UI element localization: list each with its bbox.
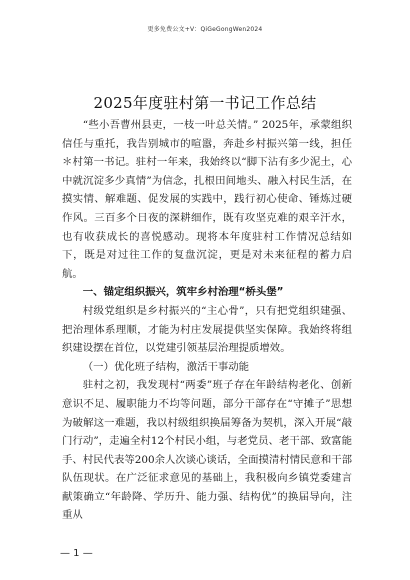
document-title: 2025年度驻村第一书记工作总结 — [93, 94, 317, 112]
subsection-heading-1: （一）优化班子结构，激活干事动能 — [82, 360, 250, 373]
subsection-1-paragraph: 驻村之初，我发现村“两委”班子存在年龄结构老化、创新意识不足、履职能力不均等问题，部分干部存在“守摊子”思想为破解这一难题，我以村级组织换届筹备为契机，深入开展“敲门行动”，走遍全村12个村民小组，与老党员、老干部、致富能手、村民代表等200余人次谈心谈话，全面摸清村情民意和干部队伍现状。在广泛征求意见的基础上，我积极向乡镇党委建言献策确立“年龄降、学历升、能力强、结构优”的换届导向，注重从 — [62, 379, 352, 522]
page-number: — 1 — — [60, 548, 93, 559]
section-1-paragraph: 村级党组织是乡村振兴的“主心骨”，只有把党组织建强、把治理体系理顺，才能为村庄发展提供坚实保障。我始终将组织建设摆在首位，以党建引领基层治理提质增效。 — [62, 304, 352, 355]
document-body — [62, 116, 352, 525]
header-note: 更多免费公文+V：QiGeGongWen2024 — [147, 26, 263, 33]
section-heading-1: 一、锚定组织振兴，筑牢乡村治理“桥头堡” — [82, 286, 284, 299]
intro-paragraph: “些小吾曹州县吏，一枝一叶总关情。” 2025年，承蒙组织信任与重托，我告别城市的喧嚣，奔赴乡村振兴第一线，担任＊村第一书记。驻村一年来，我始终以“脚下沾有多少泥土，心中就沉淀多少真情”为信念，扎根田间地头、融入村民生活，在摸实情、解难题、促发展的实践中，践行初心使命、锤炼过硬作风。三百多个日夜的深耕细作，既有攻坚克难的艰辛汗水，也有收获成长的喜悦感动。现将本年度驻村工作情况总结如下，既是对过往工作的复盘沉淀，更是对未来征程的蓄力启航。 — [62, 119, 352, 280]
